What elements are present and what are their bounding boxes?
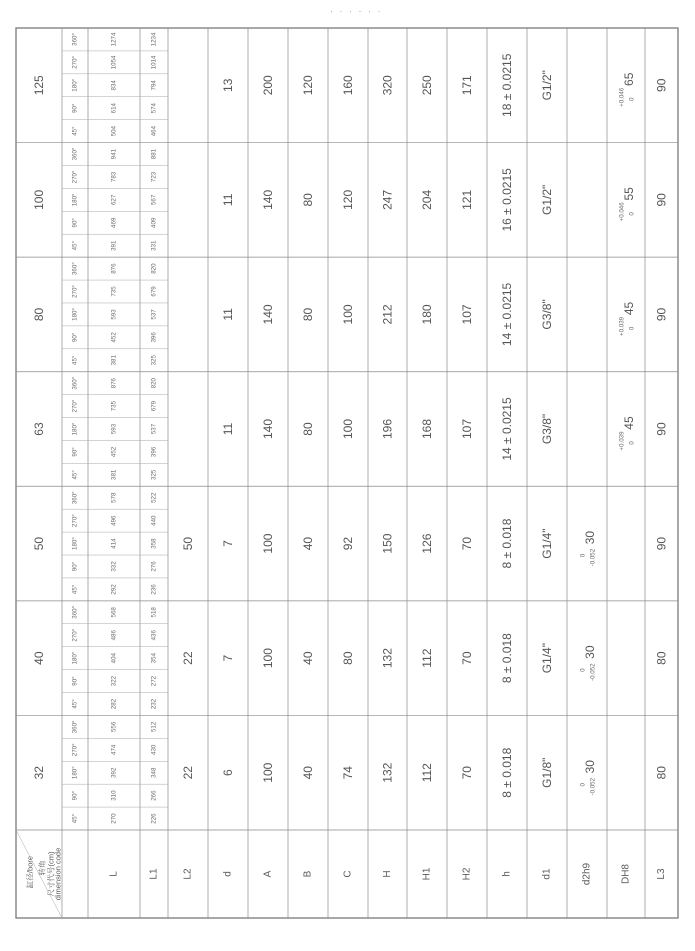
value-L: 270: [110, 813, 118, 824]
code-label-H: H: [382, 870, 393, 878]
value-L: 452: [110, 332, 118, 343]
value-A: 140: [261, 418, 275, 440]
value-L: 593: [110, 309, 118, 320]
angle-label: 180°: [71, 308, 79, 321]
value-H1: 180: [420, 304, 434, 325]
value-C: 100: [341, 418, 355, 440]
value-L: 556: [110, 721, 118, 733]
value-d2h9-lower: -0.052: [589, 548, 597, 567]
code-label-C: C: [342, 870, 354, 878]
value-L: 1274: [110, 32, 118, 47]
value-B: 80: [301, 422, 315, 436]
value-d2h9-lower: -0.052: [589, 663, 597, 681]
value-DH8-upper: +0.039: [618, 316, 626, 336]
angle-label: 180°: [71, 78, 79, 92]
bore-label-50: 50: [32, 536, 46, 551]
angle-label: 45°: [71, 584, 79, 595]
angle-label: 180°: [71, 651, 79, 665]
value-C: 92: [341, 536, 355, 551]
value-L: 452: [110, 446, 118, 458]
code-label-L1: L1: [148, 868, 160, 880]
angle-label: 270°: [71, 170, 79, 184]
bore-label-32: 32: [32, 766, 46, 780]
value-L: 941: [110, 148, 118, 160]
value-DH8-base: 45: [622, 416, 636, 430]
value-d1: G1/8": [540, 757, 554, 788]
value-L1: 325: [150, 355, 158, 366]
value-DH8-lower: 0: [628, 97, 636, 102]
code-label-d2h9: d2h9: [581, 862, 593, 886]
value-A: 200: [261, 75, 275, 96]
value-d2h9-lower: -0.052: [589, 777, 597, 796]
value-L: 292: [110, 584, 118, 595]
angle-label: 360°: [71, 376, 79, 390]
value-d: 7: [221, 540, 235, 547]
value-L: 391: [110, 240, 118, 251]
value-L1: 537: [150, 423, 158, 435]
value-L: 381: [110, 469, 118, 480]
value-d1: G3/8": [540, 299, 554, 330]
value-d: 6: [221, 769, 235, 777]
value-L1: 325: [150, 469, 158, 480]
value-L1: 348: [150, 767, 158, 778]
value-L: 1054: [110, 55, 118, 70]
value-d: 11: [221, 308, 235, 321]
value-C: 100: [341, 304, 355, 325]
angle-label: 90°: [71, 103, 79, 113]
value-L: 404: [110, 652, 118, 664]
value-L3: 90: [654, 193, 669, 207]
angle-label: 360°: [71, 262, 79, 276]
value-A: 140: [261, 189, 275, 210]
angle-label: 270°: [71, 628, 79, 642]
angle-label: 360°: [71, 605, 79, 619]
value-L3: 90: [654, 536, 669, 551]
value-L1: 820: [150, 263, 158, 274]
value-L1: 354: [150, 652, 158, 664]
value-L3: 90: [654, 78, 669, 92]
value-L: 614: [110, 103, 118, 114]
value-DH8-lower: 0: [628, 441, 636, 445]
value-DH8-base: 55: [622, 187, 636, 201]
value-L: 282: [110, 698, 118, 710]
value-H: 132: [380, 648, 395, 669]
value-h: 16 ± 0.0215: [500, 168, 514, 232]
value-L: 381: [110, 355, 118, 366]
value-B: 80: [301, 193, 315, 207]
value-d2h9-base: 30: [583, 645, 597, 659]
value-C: 120: [341, 189, 355, 210]
value-d2h9-upper: 0: [579, 782, 587, 787]
value-L1: 1014: [150, 55, 158, 70]
value-H2: 70: [460, 651, 474, 665]
value-H1: 204: [420, 189, 434, 210]
value-H1: 168: [420, 418, 434, 440]
angle-label: 45°: [71, 813, 79, 824]
value-L: 469: [110, 217, 118, 228]
value-L: 474: [110, 744, 118, 755]
value-L1: 464: [150, 125, 158, 137]
angle-label: 90°: [71, 218, 79, 228]
value-L1: 1234: [150, 32, 158, 47]
value-d: 13: [221, 78, 235, 92]
value-H2: 70: [460, 536, 474, 551]
angle-label: 360°: [71, 147, 79, 161]
value-L1: 232: [150, 698, 158, 710]
value-L: 504: [110, 125, 118, 137]
value-H: 320: [380, 75, 395, 96]
value-L: 332: [110, 561, 118, 572]
value-C: 74: [341, 766, 355, 780]
value-DH8-upper: +0.046: [618, 202, 626, 222]
value-A: 140: [261, 304, 275, 325]
value-B: 40: [301, 651, 315, 665]
value-H: 247: [380, 189, 395, 210]
value-L1: 512: [150, 721, 158, 733]
value-d2h9-base: 30: [583, 760, 597, 774]
value-H2: 70: [460, 766, 474, 780]
value-H2: 121: [460, 189, 474, 210]
value-DH8-lower: 0: [628, 212, 636, 216]
angle-label: 90°: [71, 676, 79, 686]
code-label-H2: H2: [461, 867, 473, 881]
header-code-en: dimension code: [53, 847, 63, 901]
value-L: 735: [110, 286, 118, 297]
bore-label-125: 125: [32, 75, 46, 96]
value-L: 496: [110, 515, 118, 526]
value-L1: 522: [150, 492, 158, 503]
value-d: 11: [221, 193, 235, 207]
angle-label: 90°: [71, 561, 79, 572]
value-L3: 90: [654, 307, 669, 322]
value-L: 392: [110, 767, 118, 778]
value-C: 80: [341, 651, 355, 665]
value-L: 593: [110, 423, 118, 435]
value-d1: G3/8": [540, 413, 554, 445]
value-L1: 518: [150, 607, 158, 618]
value-d1: G1/2": [540, 184, 554, 215]
value-H: 150: [380, 533, 395, 554]
value-L1: 820: [150, 378, 158, 389]
angle-label: 90°: [71, 447, 79, 457]
value-A: 100: [261, 762, 275, 783]
code-label-L3: L3: [656, 868, 667, 880]
value-d1: G1/4": [540, 643, 554, 674]
value-H1: 112: [420, 648, 434, 668]
angle-label: 45°: [71, 699, 79, 709]
value-h: 8 ± 0.018: [500, 747, 514, 798]
value-L1: 226: [150, 813, 158, 824]
value-L1: 723: [150, 171, 158, 183]
value-L2: 50: [181, 536, 195, 551]
value-H1: 126: [420, 533, 434, 554]
code-label-A: A: [262, 870, 274, 878]
bore-label-63: 63: [32, 422, 46, 436]
angle-label: 45°: [71, 126, 79, 136]
code-label-L2: L2: [182, 868, 194, 880]
value-L1: 537: [150, 309, 158, 320]
value-h: 14 ± 0.0215: [500, 397, 514, 461]
value-L1: 881: [150, 148, 158, 160]
value-H: 132: [380, 762, 395, 783]
value-L1: 276: [150, 561, 158, 572]
value-L1: 436: [150, 630, 158, 641]
angle-label: 180°: [71, 422, 79, 436]
value-H: 212: [380, 304, 395, 325]
value-L1: 679: [150, 286, 158, 297]
value-L: 876: [110, 378, 118, 389]
bore-label-80: 80: [32, 307, 46, 322]
header-angle-label: 转角: [37, 860, 47, 876]
value-L1: 574: [150, 103, 158, 114]
value-DH8-upper: +0.046: [618, 87, 626, 107]
value-DH8-base: 65: [622, 72, 636, 86]
value-d1: G1/2": [540, 70, 554, 101]
angle-label: 360°: [71, 720, 79, 734]
code-label-B: B: [302, 870, 314, 878]
angle-label: 270°: [71, 399, 79, 413]
value-L1: 794: [150, 80, 158, 91]
value-DH8-base: 45: [622, 301, 636, 316]
code-label-d: d: [222, 871, 234, 877]
value-B: 40: [301, 536, 315, 551]
angle-label: 45°: [71, 355, 79, 365]
angle-label: 45°: [71, 470, 79, 480]
value-H2: 107: [460, 418, 474, 440]
code-label-h: h: [501, 871, 513, 877]
value-L: 414: [110, 538, 118, 549]
value-L1: 272: [150, 675, 158, 687]
value-L: 578: [110, 492, 118, 503]
angle-label: 180°: [71, 766, 79, 780]
angle-label: 270°: [71, 743, 79, 757]
page-header: · · · · · ·: [330, 6, 383, 16]
value-d: 11: [221, 422, 235, 436]
value-L1: 236: [150, 584, 158, 595]
value-H2: 107: [460, 304, 474, 325]
value-L1: 266: [150, 790, 158, 801]
angle-label: 90°: [71, 790, 79, 801]
value-A: 100: [261, 533, 275, 554]
angle-label: 270°: [71, 514, 79, 528]
value-L: 568: [110, 607, 118, 618]
bore-label-40: 40: [32, 651, 46, 665]
value-L1: 440: [150, 515, 158, 526]
value-L: 322: [110, 675, 118, 687]
value-L1: 331: [150, 240, 158, 251]
header-code-cn: 尺寸代号(cm): [46, 851, 56, 897]
value-H1: 112: [420, 763, 434, 783]
code-label-DH8: DH8: [620, 863, 632, 885]
value-L: 627: [110, 194, 118, 206]
angle-label: 270°: [71, 285, 79, 298]
value-h: 8 ± 0.018: [500, 633, 514, 684]
value-H1: 250: [420, 75, 434, 96]
angle-label: 360°: [71, 491, 79, 505]
code-label-L: L: [108, 871, 120, 877]
header-bore-label: 缸径/bore: [25, 855, 35, 889]
value-H2: 171: [460, 75, 474, 96]
value-h: 14 ± 0.0215: [500, 282, 514, 347]
value-L1: 396: [150, 446, 158, 458]
value-L: 310: [110, 790, 118, 801]
value-L3: 80: [654, 651, 669, 665]
value-L1: 430: [150, 744, 158, 755]
value-B: 40: [301, 766, 315, 780]
value-L1: 358: [150, 538, 158, 549]
value-L1: 679: [150, 400, 158, 412]
value-h: 18 ± 0.0215: [500, 53, 514, 117]
value-d: 7: [221, 654, 235, 662]
value-L1: 409: [150, 217, 158, 228]
angle-label: 270°: [71, 55, 79, 69]
bore-label-100: 100: [32, 189, 46, 210]
value-L1: 567: [150, 194, 158, 206]
value-L: 783: [110, 171, 118, 183]
value-L1: 396: [150, 332, 158, 343]
value-L: 834: [110, 80, 118, 91]
value-DH8-lower: 0: [628, 326, 636, 331]
value-B: 80: [301, 307, 315, 322]
value-H: 196: [380, 418, 395, 440]
value-h: 8 ± 0.018: [500, 518, 514, 569]
value-C: 160: [341, 75, 355, 96]
value-A: 100: [261, 648, 275, 669]
value-DH8-upper: +0.039: [618, 431, 626, 451]
value-d2h9-base: 30: [583, 530, 597, 545]
value-L: 486: [110, 630, 118, 641]
angle-label: 180°: [71, 193, 79, 207]
angle-label: 45°: [71, 241, 79, 251]
value-B: 120: [301, 75, 315, 96]
value-d1: G1/4": [540, 528, 554, 559]
value-L2: 22: [181, 651, 195, 665]
code-label-H1: H1: [421, 867, 433, 881]
angle-label: 360°: [71, 33, 79, 46]
value-L: 876: [110, 263, 118, 274]
value-d2h9-upper: 0: [579, 668, 587, 672]
value-L3: 90: [654, 422, 669, 436]
value-L2: 22: [181, 766, 195, 780]
angle-label: 180°: [71, 537, 79, 550]
angle-label: 90°: [71, 332, 79, 343]
value-d2h9-upper: 0: [579, 553, 587, 558]
code-label-d1: d1: [541, 868, 553, 880]
value-L3: 80: [654, 766, 669, 780]
value-L: 735: [110, 400, 118, 412]
